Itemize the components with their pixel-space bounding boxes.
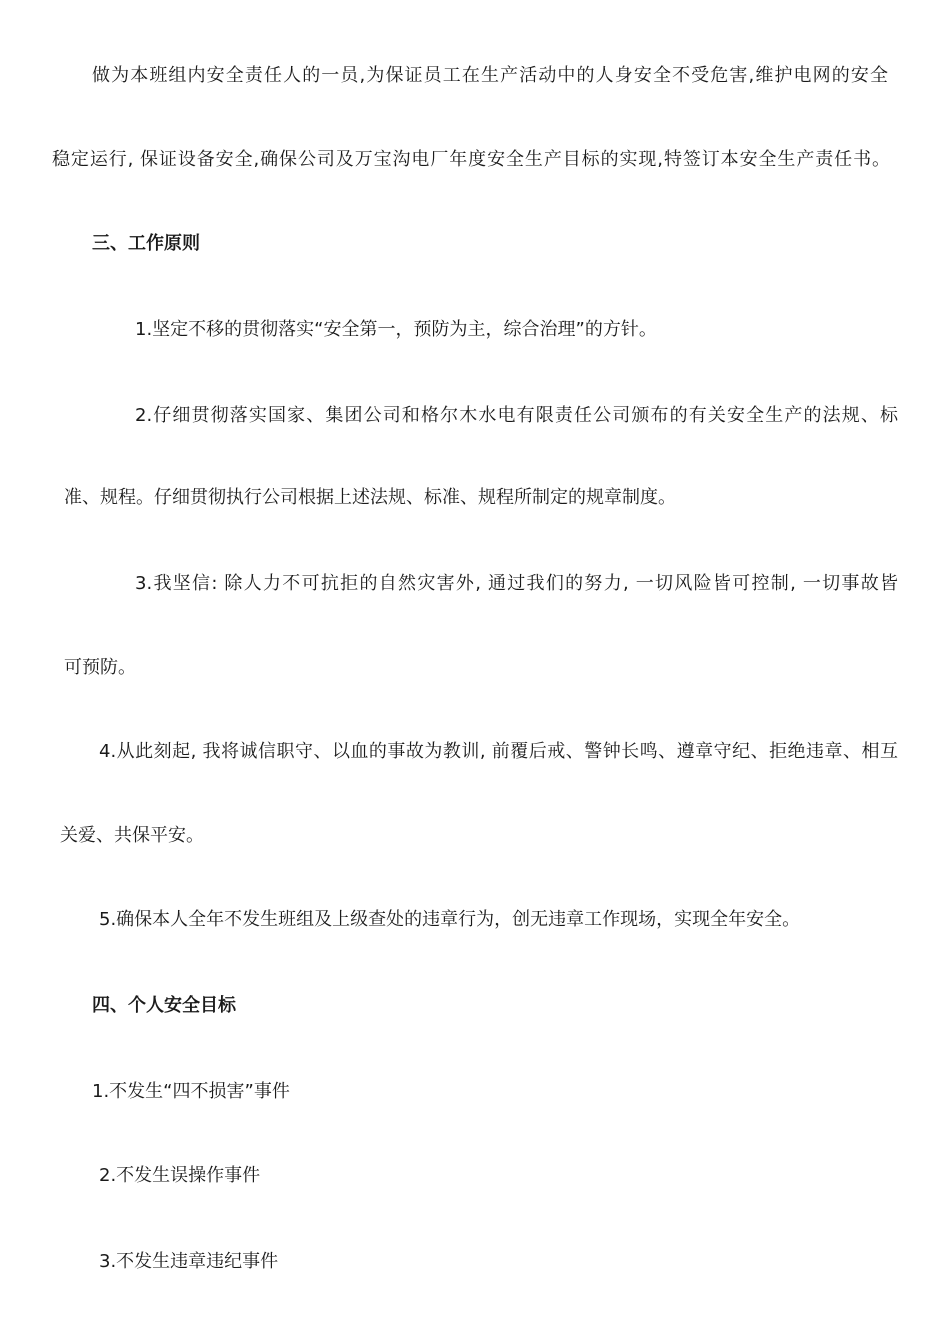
goal-item-1: 1.不发生“四不损害”事件 (92, 1081, 290, 1102)
principle-item-2-line-2: 准、规程。仔细贯彻执行公司根据上述法规、标准、规程所制定的规章制度。 (64, 487, 676, 508)
principle-item-4-line-1: 4.从此刻起, 我将诚信职守、以血的事故为教训, 前覆后戒、警钟长鸣、遵章守纪、拒绝违章、相互 (99, 741, 898, 762)
principle-item-2-line-1: 2.仔细贯彻落实国家、集团公司和格尔木水电有限责任公司颁布的有关安全生产的法规、标 (135, 405, 898, 426)
goal-item-2: 2.不发生误操作事件 (99, 1165, 261, 1186)
section-heading-work-principles: 三、工作原则 (92, 233, 200, 254)
principle-item-1: 1.坚定不移的贯彻落实“安全第一，预防为主，综合治理”的方针。 (135, 319, 657, 340)
intro-paragraph-line-1: 做为本班组内安全责任人的一员,为保证员工在生产活动中的人身安全不受危害,维护电网的安全 (92, 65, 888, 86)
intro-paragraph-line-2: 稳定运行, 保证设备安全,确保公司及万宝沟电厂年度安全生产目标的实现,特签订本安全生产责任书。 (52, 149, 890, 170)
principle-item-3-line-2: 可预防。 (64, 657, 136, 678)
principle-item-5: 5.确保本人全年不发生班组及上级查处的违章行为，创无违章工作现场，实现全年安全。 (99, 909, 801, 930)
section-heading-personal-safety-goals: 四、个人安全目标 (92, 995, 236, 1016)
principle-item-3-line-1: 3.我坚信: 除人力不可抗拒的自然灾害外, 通过我们的努力, 一切风险皆可控制, 一切事故皆 (135, 573, 898, 594)
principle-item-4-line-2: 关爱、共保平安。 (60, 825, 204, 846)
goal-item-3: 3.不发生违章违纪事件 (99, 1251, 279, 1272)
